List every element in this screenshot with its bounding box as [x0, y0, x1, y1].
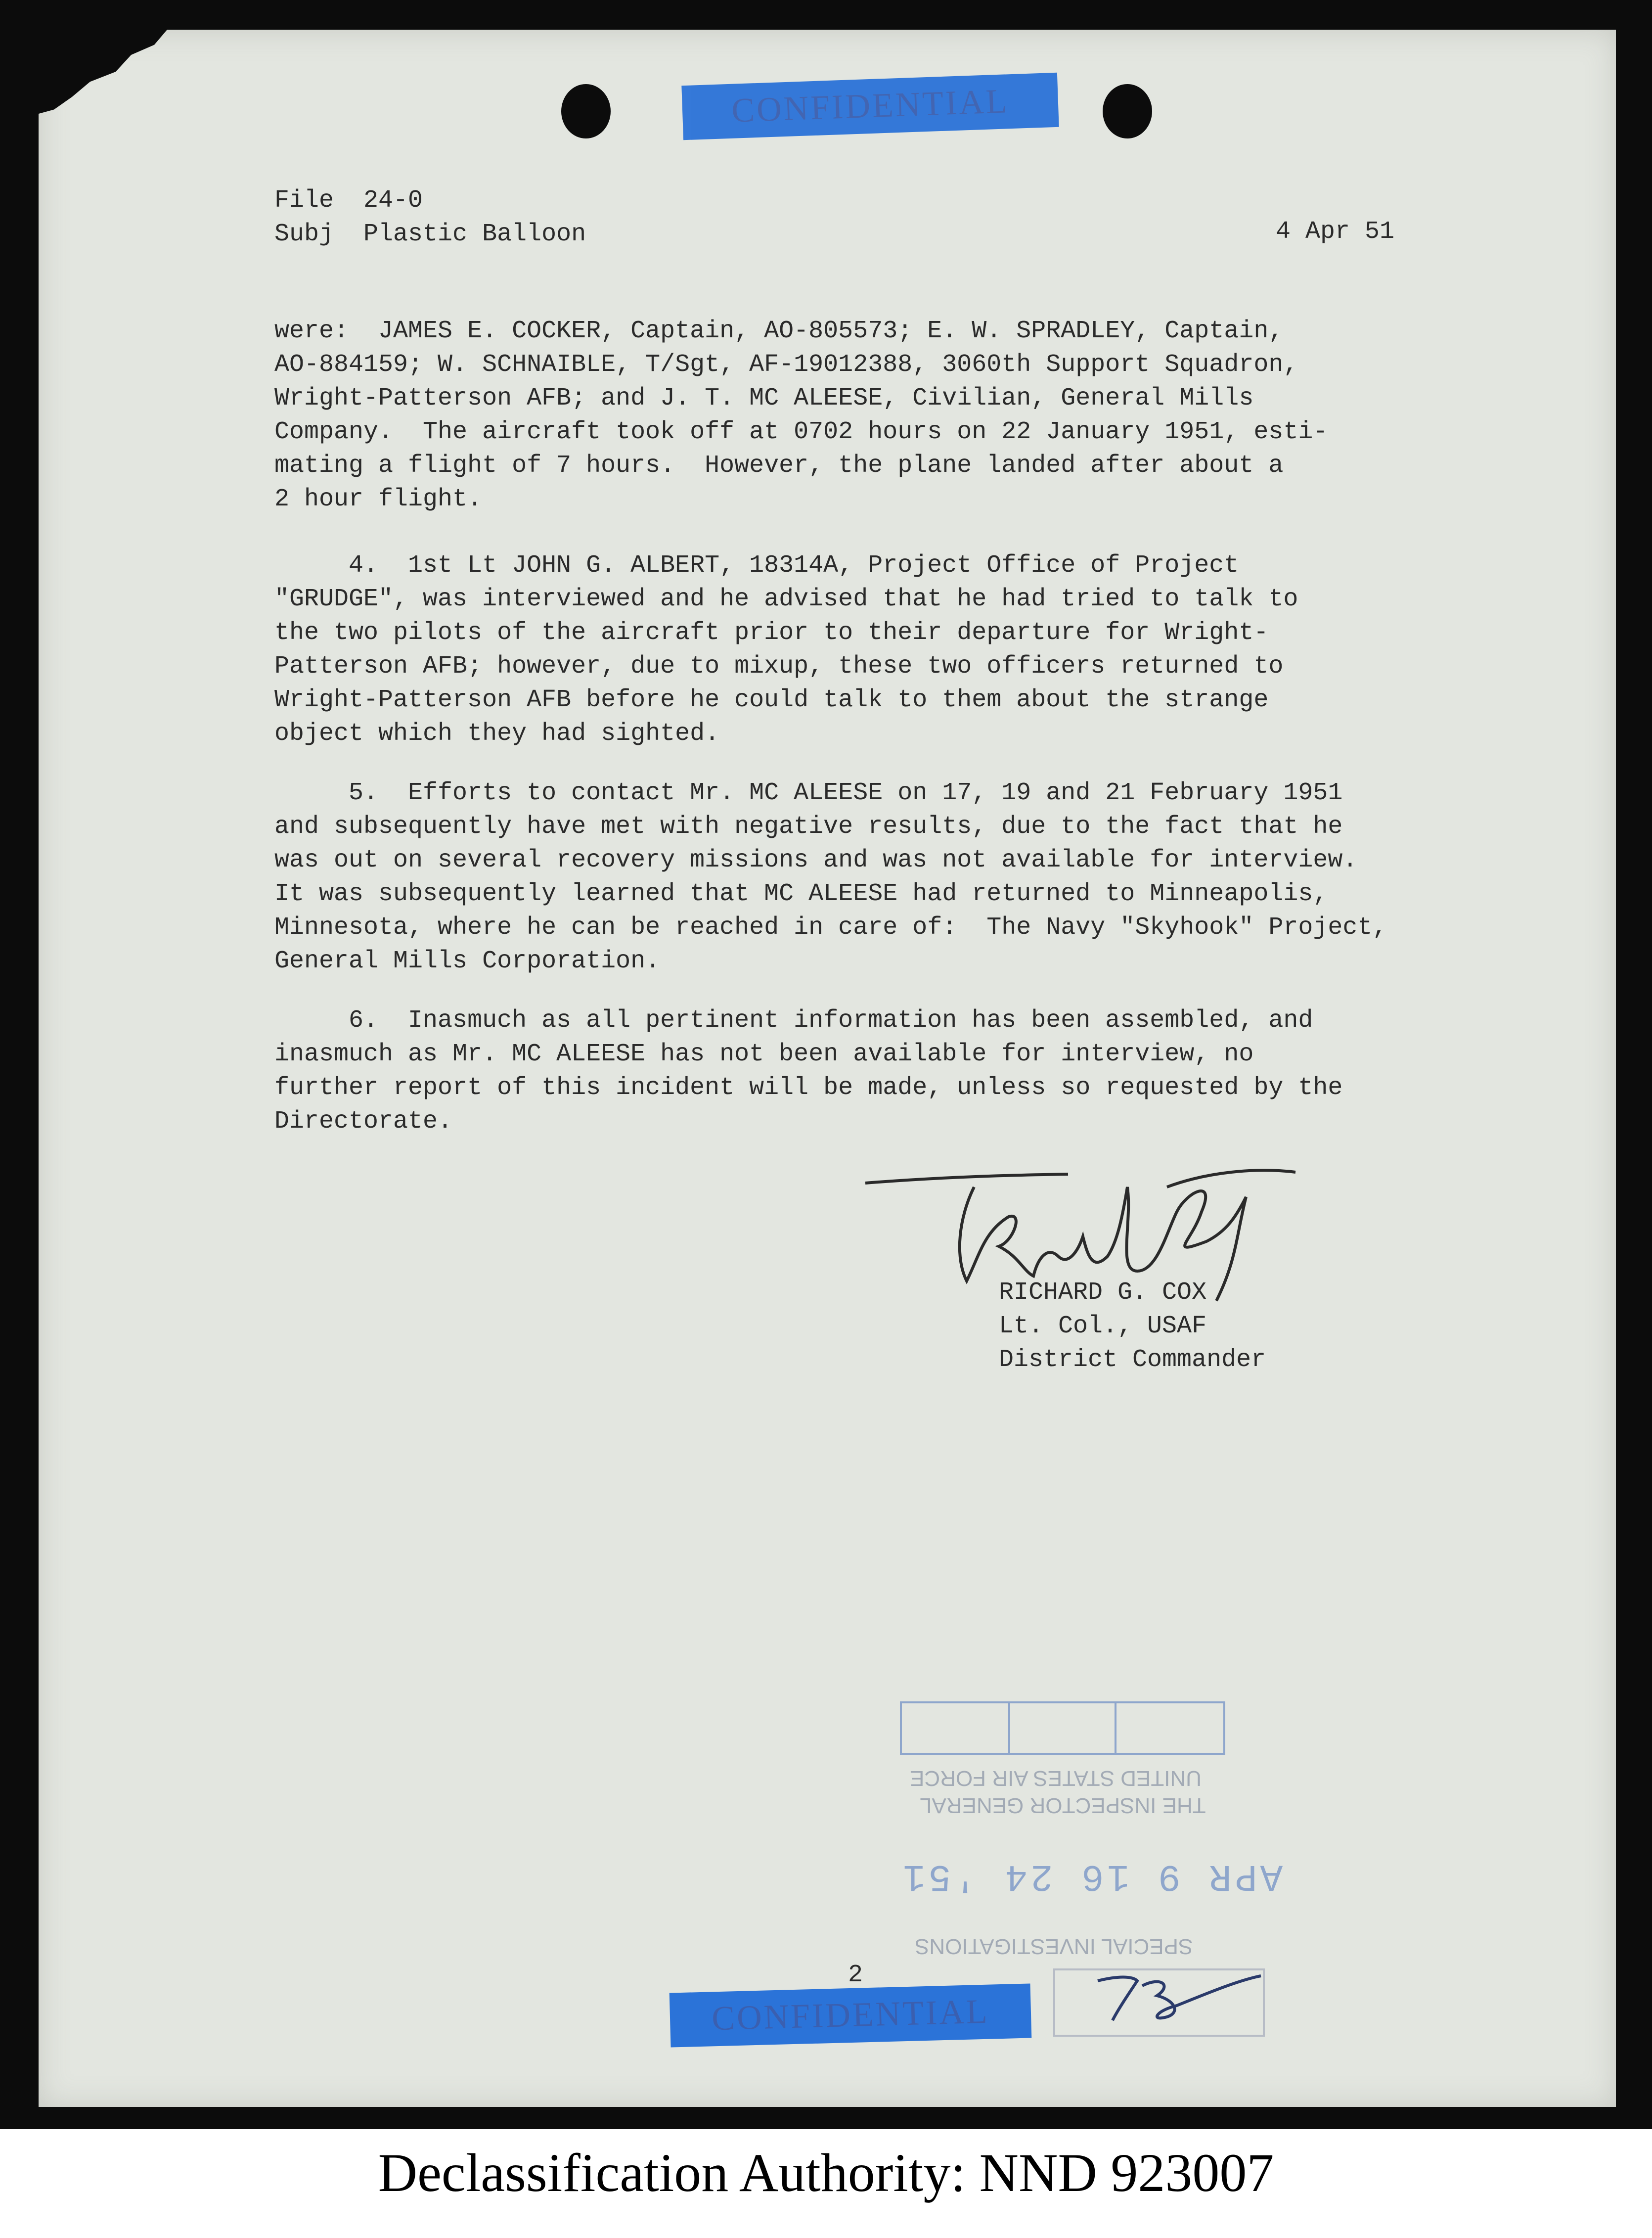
paragraph-6: [274, 1004, 1342, 1139]
text-line: Patterson AFB; however, due to mixup, these two officers returned to: [274, 652, 1284, 681]
text-line: was out on several recovery missions and was not available for interview.: [274, 846, 1358, 874]
file-line: File 24-0: [274, 186, 423, 215]
text-line: Wright-Patterson AFB; and J. T. MC ALEESE, Civilian, General Mills: [274, 384, 1254, 412]
punch-hole-right: [1103, 84, 1152, 138]
classification-stamp-bottom: [670, 1983, 1032, 2047]
text-line: It was subsequently learned that MC ALEESE had returned to Minneapolis,: [274, 880, 1328, 908]
text-line: further report of this incident will be made, unless so requested by the: [274, 1074, 1343, 1102]
signer-title: District Commander: [999, 1346, 1266, 1374]
file-header: [274, 184, 586, 251]
text-line: mating a flight of 7 hours. However, the plane landed after about a: [274, 452, 1284, 480]
subject-line: Subj Plastic Balloon: [274, 220, 586, 248]
paragraph-3-continued: [274, 315, 1328, 516]
received-stamp-box: [900, 1701, 1225, 1755]
paragraph-5: [274, 776, 1387, 978]
text-line: "GRUDGE", was interviewed and he advised that he had tried to talk to: [274, 585, 1298, 613]
text-line: 5. Efforts to contact Mr. MC ALEESE on 17, 19 and 21 February 1951: [274, 779, 1343, 807]
stamp-line-inspector: THE INSPECTOR GENERAL: [920, 1793, 1206, 1818]
text-line: Directorate.: [274, 1107, 453, 1136]
text-line: Wright-Patterson AFB before he could talk to them about the strange: [274, 686, 1269, 714]
document-date: 4 Apr 51: [1276, 218, 1395, 246]
stamp-line-air-force: UNITED STATES AIR FORCE: [910, 1766, 1202, 1790]
stamp-cell-divider: [1008, 1703, 1010, 1753]
text-line: AO-884159; W. SCHNAIBLE, T/Sgt, AF-19012388, 3060th Support Squadron,: [274, 351, 1298, 379]
text-line: Company. The aircraft took off at 0702 hours on 22 January 1951, esti-: [274, 418, 1328, 446]
stamp-cell-divider: [1115, 1703, 1116, 1753]
punch-hole-left: [561, 84, 611, 138]
text-line: 4. 1st Lt JOHN G. ALBERT, 18314A, Project Office of Project: [274, 551, 1239, 580]
text-line: the two pilots of the aircraft prior to their departure for Wright-: [274, 619, 1269, 647]
stamp-received-date: APR 9 16 24 '51: [900, 1855, 1283, 1897]
classification-stamp-bottom-text: CONFIDENTIAL: [711, 1992, 990, 2038]
text-line: 6. Inasmuch as all pertinent information has been assembled, and: [274, 1006, 1313, 1035]
text-line: 2 hour flight.: [274, 485, 483, 513]
signer-name: RICHARD G. COX: [999, 1279, 1207, 1307]
signer-rank: Lt. Col., USAF: [999, 1312, 1207, 1340]
declassification-footer: Declassification Authority: NND 923007: [378, 2143, 1274, 2203]
text-line: General Mills Corporation.: [274, 947, 661, 975]
text-line: and subsequently have met with negative results, due to the fact that he: [274, 813, 1343, 841]
signature-block: [999, 1276, 1266, 1377]
text-line: inasmuch as Mr. MC ALEESE has not been available for interview, no: [274, 1040, 1254, 1068]
stamp-line-investigations: SPECIAL INVESTIGATIONS: [915, 1934, 1193, 1959]
text-line: Minnesota, where he can be reached in care of: The Navy "Skyhook" Project,: [274, 913, 1387, 942]
classification-stamp-top-text: CONFIDENTIAL: [731, 82, 1010, 130]
text-line: object which they had sighted.: [274, 720, 720, 748]
text-line: were: JAMES E. COCKER, Captain, AO-805573; E. W. SPRADLEY, Captain,: [274, 317, 1284, 345]
paragraph-4: [274, 549, 1298, 751]
page-number: 2: [848, 1961, 863, 1989]
handwritten-initials: [1088, 1966, 1266, 2025]
